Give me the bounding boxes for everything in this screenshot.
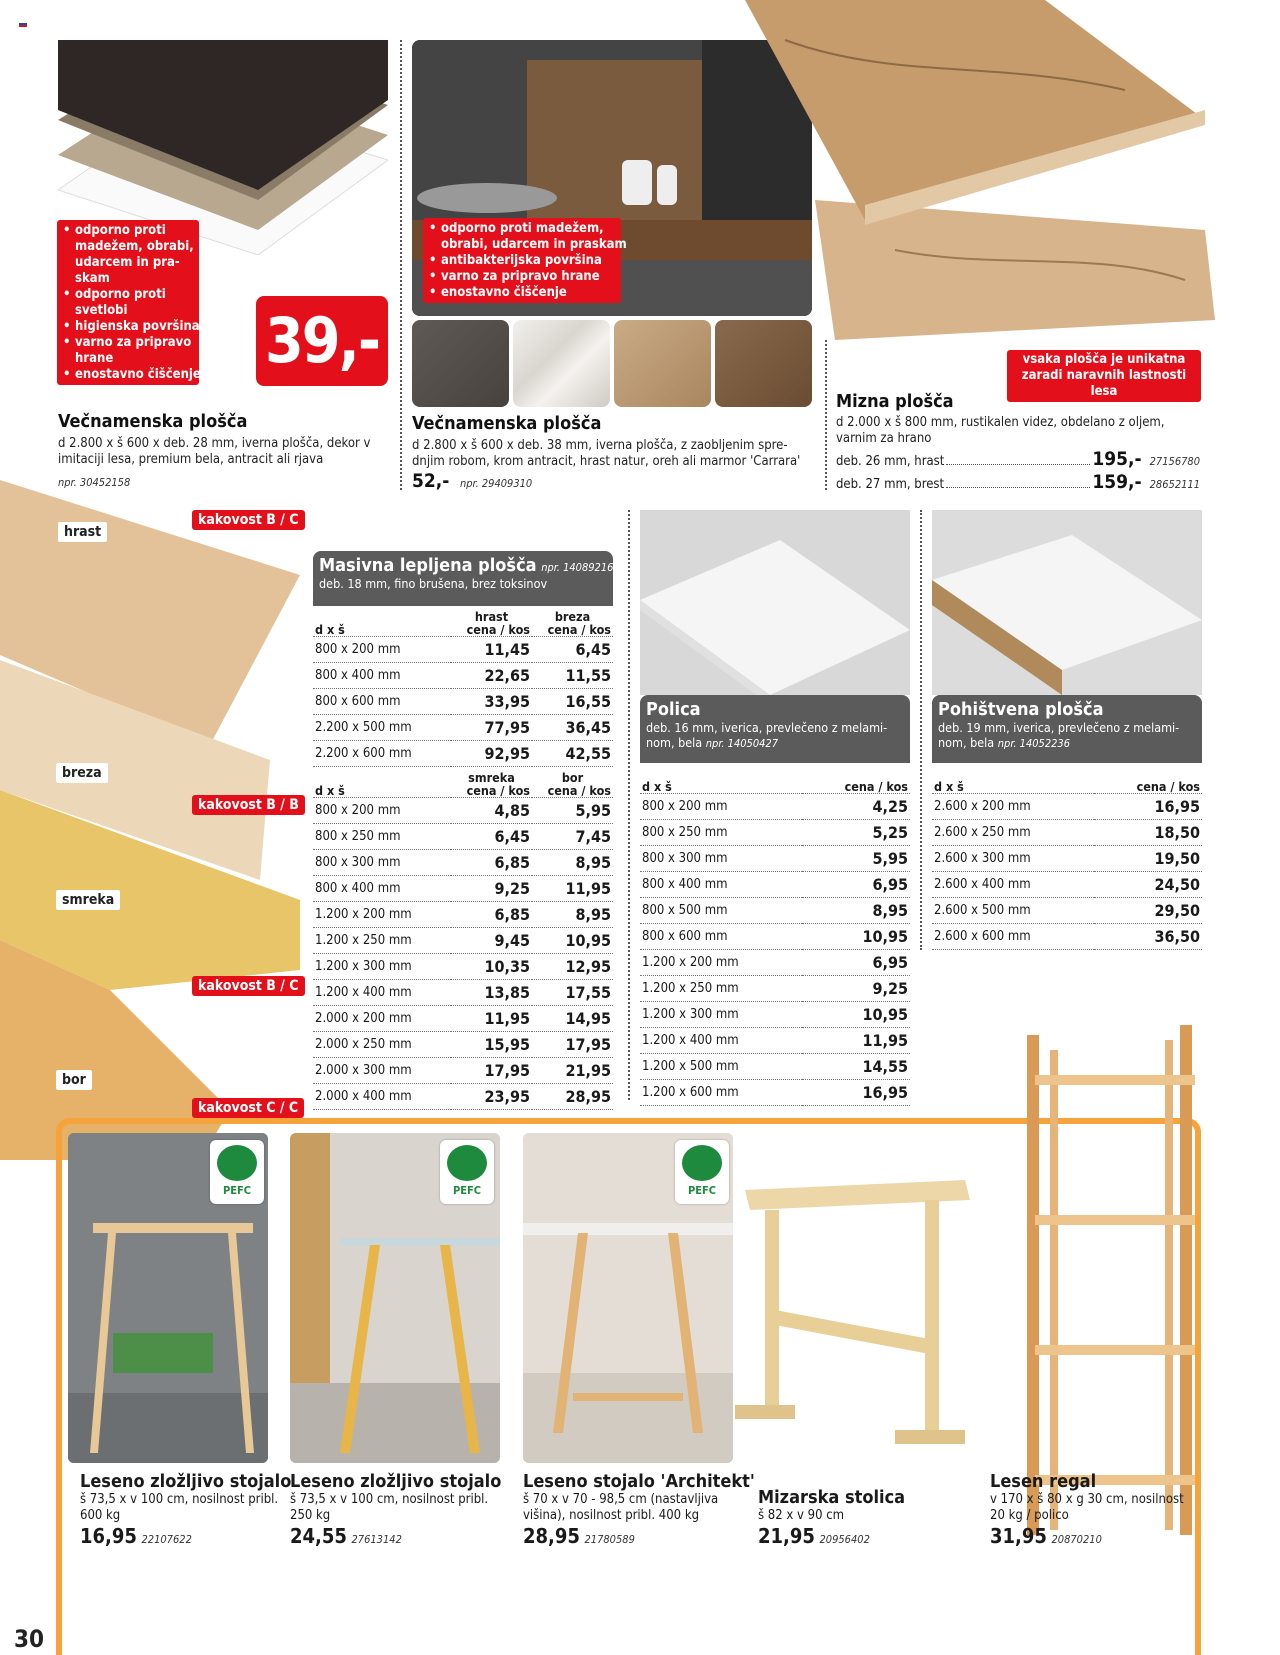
table-row: 2.600 x 500 mm 29,50: [932, 898, 1202, 924]
table-row: 800 x 200 mm 4,25: [640, 794, 910, 820]
product1-desc: d 2.800 x š 600 x deb. 28 mm, iverna plošča, dekor v imitaciji lesa, premium bela, antracit ali rjava: [58, 436, 371, 467]
table-row: 2.000 x 250 mm 15,95 17,95: [313, 1032, 613, 1058]
product3-row-1: deb. 26 mm, hrast 195,- 27156780: [836, 448, 1200, 470]
feature-line: • odporno proti: [63, 223, 166, 238]
table-row: 2.600 x 200 mm 16,95: [932, 794, 1202, 820]
masivna-table: d x š hrast cena / kos breza cena / kos 800 x 200 mm 11,45 6,45 800 x 400 mm 22,65 11,55 800 x 600 mm 33,95 16,55 2.200 x 500 mm 77,95 36,45 2.200 x 600 mm 92,95 42,55 d x š smreka cena / kos bor cena / kos 800 x 200 mm 4,85 5,95 800 x 250 mm 6,45 7,45 800 x 300 mm 6,85 8,95 800 x 400 mm 9,25 11,95 1.200 x 200 mm 6,85 8,95 1.200 x 250 mm 9,45 10,95 1.200 x 300 mm 10,35 12,95 1.200 x 400 mm 13,85 17,55 2.000 x 200 mm 11,95 14,95 2.000 x 250 mm 15,95 17,95 2.000 x 300 mm 17,95 21,95 2.000 x 400 mm 23,95 28,95: [313, 606, 613, 1110]
swatch-anthracite: [412, 320, 509, 407]
table-row: 1.200 x 400 mm 13,85 17,55: [313, 980, 613, 1006]
quality-label-3: kakovost B / C: [192, 976, 305, 996]
table-row: 800 x 250 mm 6,45 7,45: [313, 824, 613, 850]
stand-2: Leseno zložljivo stojalo š 73,5 x v 100 cm, nosilnost pribl. 250 kg 24,55 27613142: [290, 1471, 502, 1548]
swatch-marble: [513, 320, 610, 407]
feature-line: svetlobi: [75, 303, 128, 318]
table-row: 1.200 x 300 mm 10,95: [640, 1002, 910, 1028]
masivna-header: Masivna lepljena plošča npr. 14089216 deb. 18 mm, fino brušena, brez toksinov: [313, 551, 613, 606]
table-row: 800 x 300 mm 5,95: [640, 846, 910, 872]
product3-desc: d 2.000 x š 800 mm, rustikalen videz, obdelano z oljem, varnim za hrano: [836, 415, 1165, 446]
flag-icon: [19, 21, 27, 27]
polica-table: d x š cena / kos 800 x 200 mm 4,25 800 x 250 mm 5,25 800 x 300 mm 5,95 800 x 400 mm 6,95 800 x 500 mm 8,95 800 x 600 mm 10,95 1.200 x 200 mm 6,95 1.200 x 250 mm 9,25 1.200 x 300 mm 10,95 1.200 x 400 mm 11,95 1.200 x 500 mm 14,55 1.200 x 600 mm 16,95: [640, 763, 910, 1106]
table-row: 800 x 400 mm 9,25 11,95: [313, 876, 613, 902]
pefc-logo-3: PEFC: [675, 1140, 729, 1204]
table-row: 2.600 x 250 mm 18,50: [932, 820, 1202, 846]
table-row: 1.200 x 250 mm 9,25: [640, 976, 910, 1002]
feature-line: • varno za pripravo: [63, 335, 192, 350]
polica-header: Polica deb. 16 mm, iverica, prevlečeno z melami-nom, bela npr. 14050427: [640, 695, 910, 763]
table-row: 2.000 x 400 mm 23,95 28,95: [313, 1084, 613, 1110]
polica-image: [640, 510, 910, 695]
table-row: 800 x 600 mm 33,95 16,55: [313, 689, 613, 715]
feature-line: • enostavno čiščenje: [429, 285, 567, 300]
table-row: 800 x 250 mm 5,25: [640, 820, 910, 846]
pohistvena-header: Pohištvena plošča deb. 19 mm, iverica, prevlečeno z melami-nom, bela npr. 14052236: [932, 695, 1202, 763]
table-row: 2.200 x 500 mm 77,95 36,45: [313, 715, 613, 741]
stand4-image: [735, 1160, 985, 1460]
feature-line: • higienska površina: [63, 319, 200, 334]
stand-5: Lesen regal v 170 x š 80 x g 30 cm, nosilnost 20 kg / polico 31,95 20870210: [990, 1471, 1184, 1548]
table-row: 800 x 200 mm 11,45 6,45: [313, 637, 613, 663]
pefc-logo-1: PEFC: [210, 1140, 264, 1204]
feature-line: • varno za pripravo hrane: [429, 269, 600, 284]
product3-note: vsaka plošča je unikatna zaradi naravnih lastnosti lesa: [1007, 350, 1201, 402]
feature-line: udarcem in pra-: [75, 255, 180, 270]
table-row: 1.200 x 200 mm 6,85 8,95: [313, 902, 613, 928]
feature-line: • odporno proti madežem,: [429, 221, 604, 236]
quality-label-1: kakovost B / C: [192, 510, 305, 530]
product2-title: Večnamenska plošča: [412, 413, 602, 434]
table-row: 2.600 x 300 mm 19,50: [932, 846, 1202, 872]
table-row: 800 x 400 mm 6,95: [640, 872, 910, 898]
table-row: 2.200 x 600 mm 92,95 42,55: [313, 741, 613, 767]
feature-line: skam: [75, 271, 110, 286]
stand-1: Leseno zložljivo stojalo š 73,5 x v 100 cm, nosilnost pribl. 600 kg 16,95 22107622: [80, 1471, 292, 1548]
product1-price-badge: 39,-: [256, 296, 388, 386]
product2-article: npr. 29409310: [459, 477, 533, 490]
product2-price: 52,-: [412, 470, 450, 492]
stand-3: Leseno stojalo 'Architekt' š 70 x v 70 - 98,5 cm (nastavljiva višina), nosilnost pribl. 400 kg 28,95 21780589: [523, 1471, 755, 1548]
table-row: 800 x 500 mm 8,95: [640, 898, 910, 924]
table-row: 1.200 x 500 mm 14,55: [640, 1054, 910, 1080]
table-row: 800 x 600 mm 10,95: [640, 924, 910, 950]
wood-label-breza: breza: [56, 763, 108, 783]
product2-desc: d 2.800 x š 600 x deb. 38 mm, iverna plošča, z zaobljenim spre-dnjim robom, krom antracit, hrast natur, oreh ali marmor 'Carrara': [412, 438, 801, 469]
product1-features: [57, 220, 199, 385]
page-number: 30: [14, 1625, 45, 1653]
table-row: 1.200 x 400 mm 11,95: [640, 1028, 910, 1054]
product3-row-2: deb. 27 mm, brest 159,- 28652111: [836, 471, 1200, 493]
product1-article: npr. 30452158: [58, 476, 131, 489]
wood-label-hrast: hrast: [58, 522, 107, 542]
stand-4: Mizarska stolica š 82 x v 90 cm 21,95 20956402: [758, 1487, 906, 1548]
table-row: 2.000 x 200 mm 11,95 14,95: [313, 1006, 613, 1032]
table-row: 800 x 300 mm 6,85 8,95: [313, 850, 613, 876]
product3-title: Mizna plošča: [836, 391, 954, 412]
tabletop-image: [745, 0, 1280, 350]
table-row: 1.200 x 600 mm 16,95: [640, 1080, 910, 1106]
feature-line: madežem, obrabi,: [75, 239, 194, 254]
feature-line: hrane: [75, 351, 114, 366]
table-row: 2.600 x 400 mm 24,50: [932, 872, 1202, 898]
feature-line: • enostavno čiščenje: [63, 367, 201, 382]
product2-features: [423, 218, 627, 303]
table-row: 800 x 400 mm 22,65 11,55: [313, 663, 613, 689]
table-row: 1.200 x 250 mm 9,45 10,95: [313, 928, 613, 954]
wood-boards-image: [0, 470, 310, 1170]
quality-label-4: kakovost C / C: [192, 1098, 304, 1118]
table-row: 1.200 x 300 mm 10,35 12,95: [313, 954, 613, 980]
quality-label-2: kakovost B / B: [192, 795, 305, 815]
product1-title: Večnamenska plošča: [58, 411, 248, 432]
pefc-logo-2: PEFC: [440, 1140, 494, 1204]
table-row: 1.200 x 200 mm 6,95: [640, 950, 910, 976]
feature-line: • odporno proti: [63, 287, 166, 302]
wood-label-bor: bor: [56, 1070, 92, 1090]
swatch-oak: [614, 320, 711, 407]
pohistvena-table: d x š cena / kos 2.600 x 200 mm 16,95 2.600 x 250 mm 18,50 2.600 x 300 mm 19,50 2.600 x 400 mm 24,50 2.600 x 500 mm 29,50 2.600 x 600 mm 36,50: [932, 763, 1202, 950]
table-row: 800 x 200 mm 4,85 5,95: [313, 798, 613, 824]
feature-line: obrabi, udarcem in praskam: [441, 237, 627, 252]
wood-label-smreka: smreka: [56, 890, 120, 910]
table-row: 2.000 x 300 mm 17,95 21,95: [313, 1058, 613, 1084]
feature-line: • antibakterijska površina: [429, 253, 602, 268]
table-row: 2.600 x 600 mm 36,50: [932, 924, 1202, 950]
pohistvena-image: [932, 510, 1202, 695]
